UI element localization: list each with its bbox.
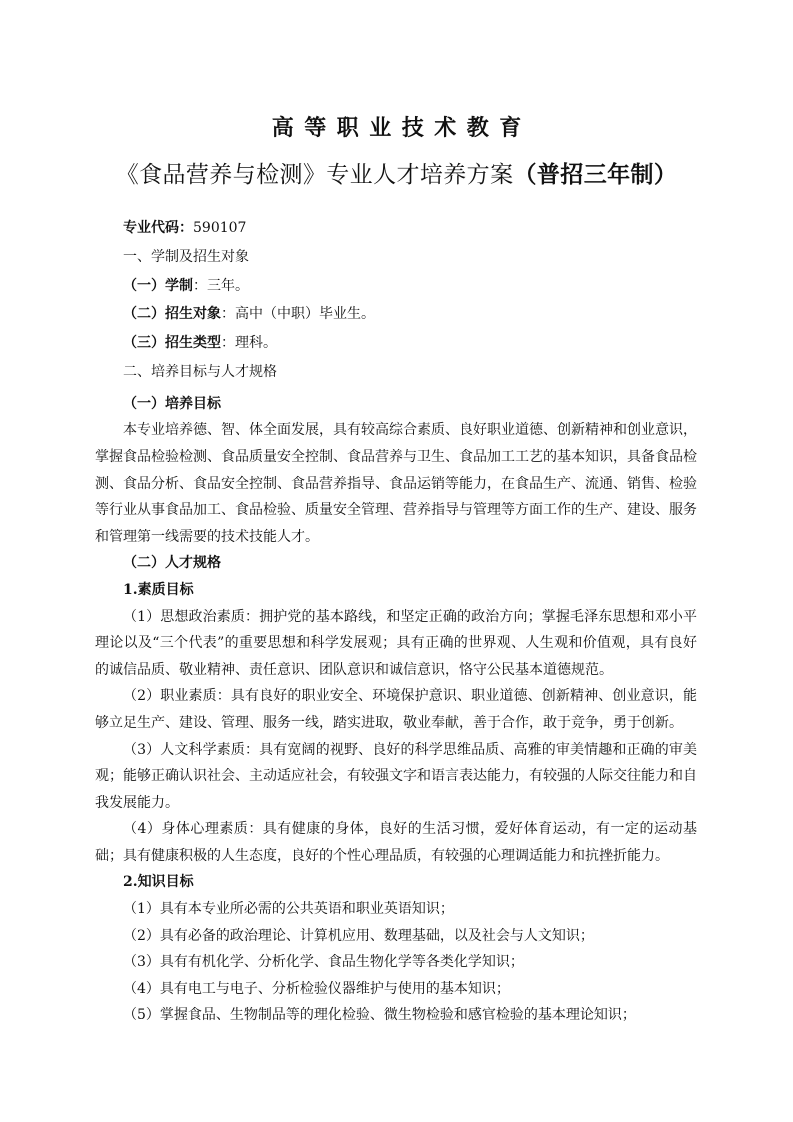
system-item-type <box>95 329 697 358</box>
knowledge-item: （1）具有本专业所必需的公共英语和职业英语知识； <box>123 901 454 918</box>
spec-heading: （二）人才规格 <box>123 555 221 572</box>
knowledge-item: （3）具有有机化学、分析化学、食品生物化学等各类化学知识； <box>123 954 524 971</box>
system-item-label: （二）招生对象 <box>123 306 221 323</box>
subtitle-program-type: （普招三年制） <box>513 161 678 188</box>
system-item-label: （一）学制 <box>123 277 193 294</box>
knowledge-item: （2）具有必备的政治理论、计算机应用、数理基础，以及社会与人文知识； <box>123 927 594 944</box>
document-title: 高等职业技术教育 <box>271 115 532 141</box>
section-heading-objectives: 二、培养目标与人才规格 <box>123 363 277 380</box>
goal-paragraph: 本专业培养德、智、体全面发展，具有较高综合素质、良好职业道德、创新精神和创业意识，掌握食品检验检测、食品质量安全控制、食品营养与卫生、食品加工工艺的基本知识，具备食品检测、食品分析、食品安全控制、食品营养指导、食品运销等能力，在食品生产、流通、销售、检验等行业从事食品加工、食品检验、质量安全管理、营养指导与管理等方面工作的生产、建设、服务和管理第一线需要的技术技能人才。 <box>95 422 697 545</box>
system-item-duration <box>95 272 697 301</box>
system-item-label: （三）招生类型 <box>123 335 221 352</box>
system-item-value: ：高中（中职）毕业生。 <box>221 306 375 323</box>
knowledge-item: （4）具有电工与电子、分析检验仪器维护与使用的基本知识； <box>123 980 510 997</box>
system-item-enrollment <box>95 300 697 329</box>
system-item-value: ：三年。 <box>193 277 249 294</box>
subtitle-main: 《食品营养与检测》专业人才培养方案 <box>115 162 514 188</box>
section-heading-system: 一、学制及招生对象 <box>123 248 249 265</box>
objectives-block <box>95 391 697 1029</box>
knowledge-heading: 2.知识目标 <box>123 874 194 891</box>
quality-item: （2）职业素质：具有良好的职业安全、环境保护意识、职业道德、创新精神、创业意识，能够立足生产、建设、管理、服务一线，踏实进取，敬业奉献，善于合作，敢于竞争，勇于创新。 <box>95 688 697 731</box>
quality-item: （1）思想政治素质：拥护党的基本路线，和坚定正确的政治方向；掌握毛泽东思想和邓小平理论以及“三个代表”的重要思想和科学发展观；具有正确的世界观、人生观和价值观，具有良好的诚信品质、敬业精神、责任意识、团队意识和诚信意识，恪守公民基本道德规范。 <box>95 608 697 678</box>
goal-heading: （一）培养目标 <box>123 395 221 412</box>
major-code-value: 590107 <box>193 220 247 236</box>
system-item-value: ：理科。 <box>221 335 277 352</box>
knowledge-item: （5）掌握食品、生物制品等的理化检验、微生物检验和感官检验的基本理论知识； <box>123 1007 636 1024</box>
basic-info-block <box>95 214 697 387</box>
quality-item: （3）人文科学素质：具有宽阔的视野、良好的科学思维品质、高雅的审美情趣和正确的审美观；能够正确认识社会、主动适应社会，有较强文字和语言表达能力，有较强的人际交往能力和自我发展能力。 <box>95 741 697 811</box>
major-code-label: 专业代码： <box>123 220 193 236</box>
quality-item: （4）身体心理素质：具有健康的身体，良好的生活习惯，爱好体育运动，有一定的运动基础；具有健康积极的人生态度，良好的个性心理品质，有较强的心理调适能力和抗挫折能力。 <box>95 821 697 864</box>
document-body <box>95 214 697 1029</box>
quality-heading: 1.素质目标 <box>123 581 194 598</box>
major-code-line <box>95 214 697 243</box>
document-subtitle <box>0 160 793 190</box>
